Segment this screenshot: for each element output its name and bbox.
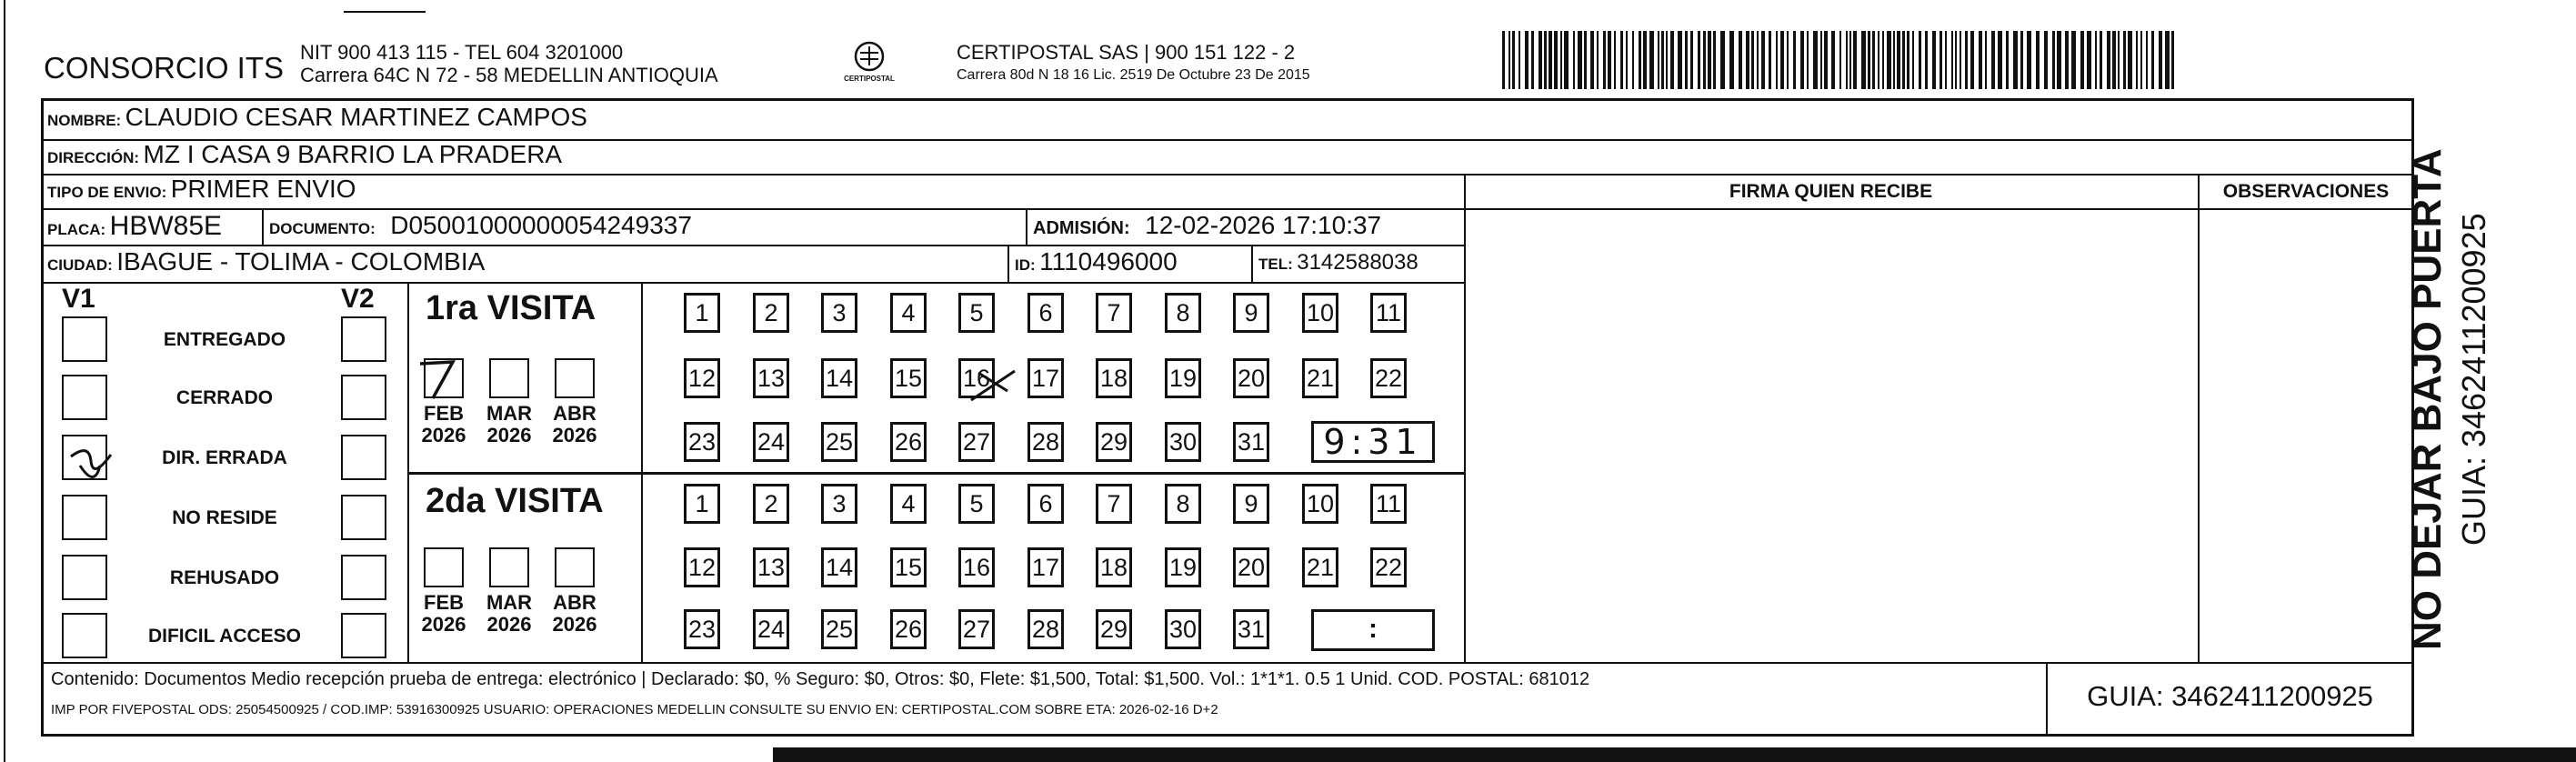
month-label: FEB: [424, 402, 464, 425]
day-box-6[interactable]: 6: [1027, 293, 1064, 333]
day-box-1[interactable]: 1: [684, 484, 720, 524]
year-label: 2026: [552, 424, 597, 446]
first-visit-time: 9:31: [1323, 422, 1423, 462]
day-box-12[interactable]: 12: [684, 547, 720, 587]
barcode: [1502, 31, 2180, 89]
ciudad-row: [47, 247, 485, 276]
month-checkbox-mar[interactable]: [489, 547, 529, 587]
day-box-28[interactable]: 28: [1027, 422, 1064, 462]
nombre-value: CLAUDIO CESAR MARTINEZ CAMPOS: [125, 103, 587, 131]
status-v2-checkbox[interactable]: [341, 613, 386, 658]
handwritten-mark-dir-errada: [64, 438, 127, 493]
day-box-20[interactable]: 20: [1233, 547, 1269, 587]
status-label: REHUSADO: [169, 567, 280, 588]
documento-row: [269, 211, 692, 240]
barcode-bars: [1502, 31, 2180, 89]
side-warning: NO DEJAR BAJO PUERTA: [2405, 148, 2450, 650]
day-box-1[interactable]: 1: [684, 293, 720, 333]
day-box-15[interactable]: 15: [890, 547, 927, 587]
status-v2-checkbox[interactable]: [341, 375, 386, 420]
row-line: [41, 662, 2414, 664]
day-box-4[interactable]: 4: [890, 484, 927, 524]
day-box-23[interactable]: 23: [684, 609, 720, 649]
top-rule: [344, 11, 426, 13]
status-label: CERRADO: [175, 387, 274, 408]
month-label: MAR: [486, 402, 533, 425]
day-box-24[interactable]: 24: [753, 609, 789, 649]
day-box-25[interactable]: 25: [821, 422, 857, 462]
day-box-16[interactable]: 16: [958, 547, 995, 587]
admision-value: 12-02-2026 17:10:37: [1145, 211, 1382, 239]
day-box-31[interactable]: 31: [1233, 609, 1269, 649]
tipo-row: [47, 175, 356, 204]
day-box-27[interactable]: 27: [958, 422, 995, 462]
observaciones-left-border: [2198, 174, 2200, 662]
day-box-15[interactable]: 15: [890, 358, 927, 398]
day-box-10[interactable]: 10: [1302, 484, 1338, 524]
company-name: CONSORCIO ITS: [44, 51, 285, 85]
day-box-17[interactable]: 17: [1027, 547, 1064, 587]
v1-header: V1: [62, 284, 95, 314]
day-box-27[interactable]: 27: [958, 609, 995, 649]
footer-line-1: Contenido: Documentos Medio recepción prueba de entrega: electrónico | Declarado: $0, % Seguro: $0, Otros: $0, Flete: $1,500, Total: $1,500. Vol.: 1*1*1. 0.5 1 Unid. COD. POSTAL: 681012: [51, 669, 1590, 689]
visit-separator: [407, 472, 1464, 475]
year-label: 2026: [486, 424, 532, 446]
day-box-19[interactable]: 19: [1165, 547, 1201, 587]
certipostal-logo: [837, 38, 902, 89]
day-box-30[interactable]: 30: [1165, 422, 1201, 462]
tel-label: TEL:: [1258, 256, 1293, 273]
day-box-26[interactable]: 26: [890, 422, 927, 462]
placa-label: PLACA:: [47, 221, 106, 238]
day-box-19[interactable]: 19: [1165, 358, 1201, 398]
day-box-29[interactable]: 29: [1096, 422, 1132, 462]
day-box-8[interactable]: 8: [1165, 484, 1201, 524]
day-box-2[interactable]: 2: [753, 484, 789, 524]
day-box-3[interactable]: 3: [821, 484, 857, 524]
day-box-9[interactable]: 9: [1233, 293, 1269, 333]
footer-line-2: IMP POR FIVEPOSTAL ODS: 25054500925 / COD.IMP: 53916300925 USUARIO: OPERACIONES MEDELLIN CONSULTE SU ENVIO EN: CERTIPOSTAL.COM SOBRE ETA: 2026-02-16 D+2: [51, 702, 1218, 717]
day-box-13[interactable]: 13: [753, 358, 789, 398]
nombre-label: NOMBRE:: [47, 112, 122, 129]
status-v1-checkbox[interactable]: [62, 613, 107, 658]
tel-row: [1258, 250, 1418, 276]
admision-divider: [1026, 208, 1027, 245]
day-box-26[interactable]: 26: [890, 609, 927, 649]
status-label: ENTREGADO: [163, 329, 286, 350]
month-label: FEB: [424, 591, 464, 614]
day-box-7[interactable]: 7: [1096, 484, 1132, 524]
day-box-13[interactable]: 13: [753, 547, 789, 587]
bottom-bar: [773, 747, 2576, 762]
placa-divider: [262, 208, 264, 245]
row-line: [41, 174, 2414, 175]
year-label: 2026: [552, 613, 597, 636]
carrier-line-2: Carrera 80d N 18 16 Lic. 2519 De Octubre 23 De 2015: [957, 67, 1310, 83]
tel-divider: [1251, 245, 1253, 282]
id-row: [1015, 247, 1178, 276]
tipo-value: PRIMER ENVIO: [170, 175, 356, 203]
columns-header-line: [1464, 208, 2414, 210]
day-box-18[interactable]: 18: [1096, 358, 1132, 398]
day-box-31[interactable]: 31: [1233, 422, 1269, 462]
day-box-28[interactable]: 28: [1027, 609, 1064, 649]
status-v2-checkbox[interactable]: [341, 495, 386, 540]
day-box-7[interactable]: 7: [1096, 293, 1132, 333]
day-box-9[interactable]: 9: [1233, 484, 1269, 524]
placa-row: [47, 211, 222, 242]
status-v1-checkbox[interactable]: [62, 555, 107, 600]
day-box-20[interactable]: 20: [1233, 358, 1269, 398]
month-checkbox-abr[interactable]: [555, 547, 595, 587]
first-visit-title: 1ra VISITA: [426, 289, 596, 327]
month-checkbox-feb[interactable]: [424, 547, 464, 587]
day-box-11[interactable]: 11: [1370, 484, 1407, 524]
left-edge: [4, 0, 5, 762]
documento-value: D05001000000054249337: [390, 211, 692, 239]
day-box-6[interactable]: 6: [1027, 484, 1064, 524]
status-label: DIR. ERRADA: [162, 447, 287, 468]
status-v1-checkbox[interactable]: [62, 375, 107, 420]
id-value: 1110496000: [1039, 247, 1178, 276]
direccion-label: DIRECCIÓN:: [47, 149, 140, 166]
row-line: [41, 282, 1464, 284]
admision-row: [1033, 211, 1381, 240]
carrier-line-1: CERTIPOSTAL SAS | 900 151 122 - 2: [957, 41, 1296, 64]
day-box-21[interactable]: 21: [1302, 358, 1338, 398]
status-v1-checkbox[interactable]: [62, 495, 107, 540]
status-v1-checkbox[interactable]: [62, 316, 107, 362]
status-v2-checkbox[interactable]: [341, 316, 386, 362]
month-checkbox-abr[interactable]: [555, 358, 595, 398]
year-label: 2026: [486, 613, 532, 636]
direccion-row: [47, 140, 562, 169]
firma-header: FIRMA QUIEN RECIBE: [1729, 181, 1933, 202]
month-checkbox-mar[interactable]: [489, 358, 529, 398]
nombre-row: [47, 103, 587, 132]
day-box-2[interactable]: 2: [753, 293, 789, 333]
day-box-23[interactable]: 23: [684, 422, 720, 462]
status-v2-checkbox[interactable]: [341, 435, 386, 480]
second-visit-title: 2da VISITA: [426, 482, 604, 520]
footer-guia: GUIA: 3462411200925: [2087, 680, 2373, 712]
tipo-label: TIPO DE ENVIO:: [47, 184, 167, 201]
day-box-4[interactable]: 4: [890, 293, 927, 333]
second-visit-time-box[interactable]: [1311, 609, 1435, 651]
handwritten-mark-feb: [416, 356, 462, 404]
year-label: 2026: [421, 424, 466, 446]
day-box-5[interactable]: 5: [958, 484, 995, 524]
admision-label: ADMISIÓN:: [1033, 218, 1130, 238]
year-label: 2026: [421, 613, 466, 636]
month-label: ABR: [553, 402, 596, 425]
documento-label: DOCUMENTO:: [269, 220, 376, 237]
direccion-value: MZ I CASA 9 BARRIO LA PRADERA: [143, 140, 563, 168]
day-box-11[interactable]: 11: [1370, 293, 1407, 333]
day-box-21[interactable]: 21: [1302, 547, 1338, 587]
tel-value: 3142588038: [1297, 250, 1418, 275]
observaciones-header: OBSERVACIONES: [2222, 181, 2390, 202]
id-divider: [1007, 245, 1009, 282]
placa-value: HBW85E: [109, 211, 223, 241]
day-box-22[interactable]: 22: [1370, 547, 1407, 587]
status-label: NO RESIDE: [172, 507, 277, 528]
day-box-24[interactable]: 24: [753, 422, 789, 462]
ciudad-label: CIUDAD:: [47, 256, 113, 274]
day-box-12[interactable]: 12: [684, 358, 720, 398]
id-label: ID:: [1015, 256, 1036, 274]
day-box-5[interactable]: 5: [958, 293, 995, 333]
day-box-22[interactable]: 22: [1370, 358, 1407, 398]
ciudad-value: IBAGUE - TOLIMA - COLOMBIA: [116, 247, 486, 276]
day-box-3[interactable]: 3: [821, 293, 857, 333]
side-guia: GUIA: 3462411200925: [2455, 213, 2492, 546]
day-box-30[interactable]: 30: [1165, 609, 1201, 649]
company-line-1: NIT 900 413 115 - TEL 604 3201000: [300, 41, 624, 64]
day-box-14[interactable]: 14: [821, 547, 857, 587]
day-box-25[interactable]: 25: [821, 609, 857, 649]
firma-left-border: [1464, 174, 1466, 662]
month-label: ABR: [553, 591, 596, 614]
day-box-8[interactable]: 8: [1165, 293, 1201, 333]
second-visit-time: :: [1368, 614, 1378, 644]
day-box-17[interactable]: 17: [1027, 358, 1064, 398]
status-label: DIFICIL ACCESO: [147, 626, 301, 647]
first-visit-time-box[interactable]: [1311, 421, 1435, 463]
day-box-16[interactable]: 16: [958, 358, 995, 398]
status-v2-checkbox[interactable]: [341, 555, 386, 600]
v2-header: V2: [341, 284, 375, 314]
handwritten-mark-day-16: [966, 364, 1022, 409]
day-box-14[interactable]: 14: [821, 358, 857, 398]
logo-caption: CERTIPOSTAL: [844, 75, 895, 83]
day-box-29[interactable]: 29: [1096, 609, 1132, 649]
month-label: MAR: [486, 591, 533, 614]
day-box-10[interactable]: 10: [1302, 293, 1338, 333]
company-line-2: Carrera 64C N 72 - 58 MEDELLIN ANTIOQUIA: [300, 64, 718, 86]
day-box-18[interactable]: 18: [1096, 547, 1132, 587]
